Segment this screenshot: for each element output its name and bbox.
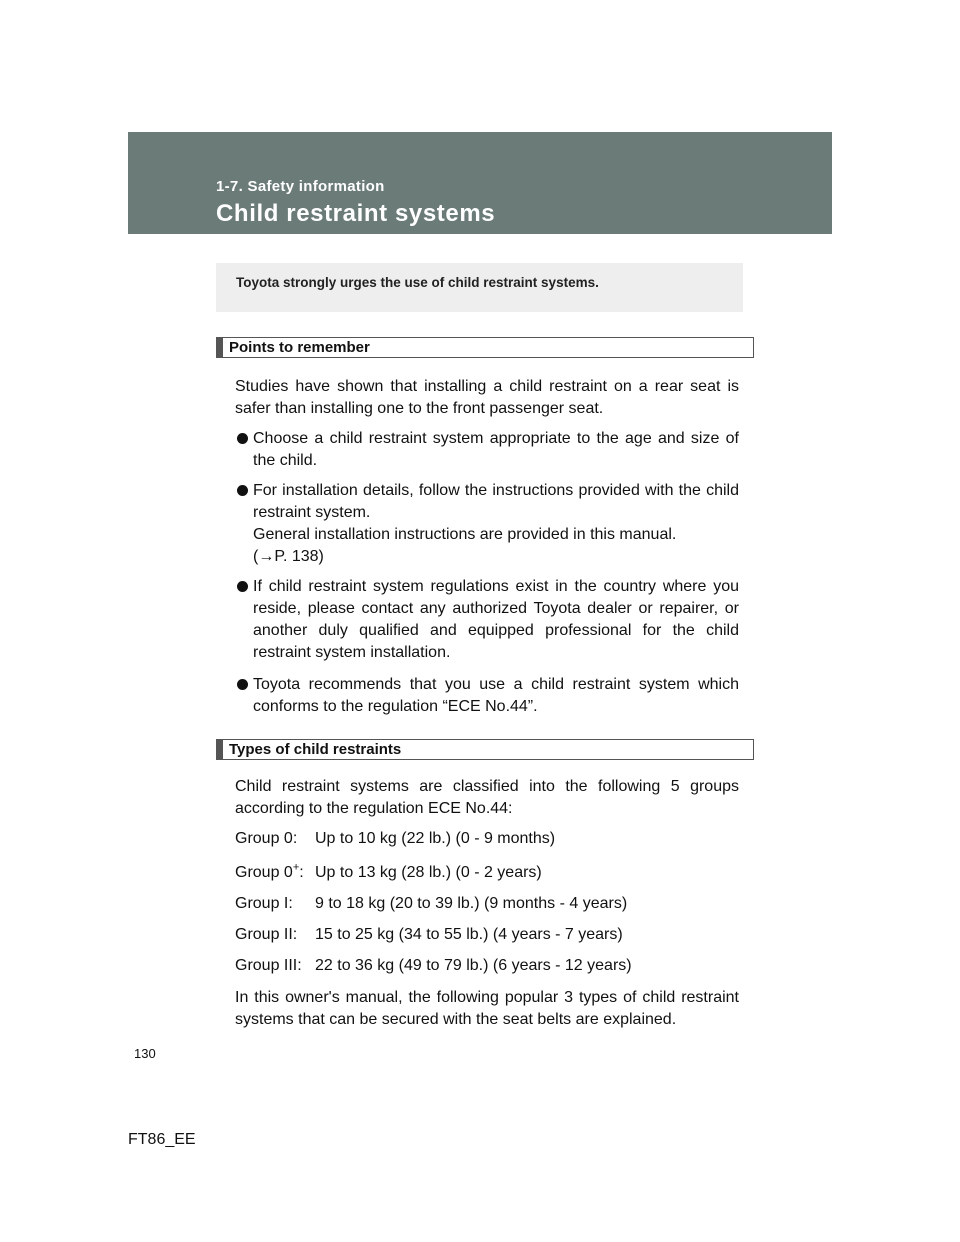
bullet-note: General installation instructions are provided in this manual. <box>253 526 677 543</box>
section-heading-points: Points to remember <box>216 337 754 358</box>
group-value: 22 to 36 kg (49 to 79 lb.) (6 years - 12 years) <box>315 957 632 974</box>
group-value: Up to 10 kg (22 lb.) (0 - 9 months) <box>315 830 556 847</box>
page-number: 130 <box>134 1046 156 1061</box>
bullet-text: For installation details, follow the instructions provided with the child restraint system. <box>253 482 739 521</box>
bullet-text: If child restraint system regulations exist in the country where you reside, please contact any authorized Toyota dealer or repairer, or another duly qualified and equipped professional for the child restraint system installation. <box>253 578 739 661</box>
group-label-colon: : <box>299 864 304 881</box>
types-paragraph: Child restraint systems are classified into the following 5 groups according to the regulation ECE No.44: <box>235 778 739 817</box>
footer-code: FT86_EE <box>128 1131 196 1148</box>
closing-paragraph: In this owner's manual, the following popular 3 types of child restraint systems that can be secured with the seat belts are explained. <box>235 989 739 1028</box>
bullet-icon <box>237 433 248 444</box>
section-label: 1-7. Safety information <box>216 178 385 195</box>
group-label <box>235 862 304 884</box>
points-paragraph: Studies have shown that installing a child restraint on a rear seat is safer than installing one to the front passenger seat. <box>235 378 739 417</box>
group-label: Group 0: <box>235 830 298 847</box>
bullet-item <box>235 576 739 664</box>
group-label: Group I: <box>235 895 293 912</box>
group-label: Group III: <box>235 957 302 974</box>
group-value: 15 to 25 kg (34 to 55 lb.) (4 years - 7 years) <box>315 926 623 943</box>
bullet-item <box>235 674 739 718</box>
intro-text: Toyota strongly urges the use of child restraint systems. <box>236 275 599 290</box>
section-heading-types: Types of child restraints <box>216 739 754 760</box>
group-value: Up to 13 kg (28 lb.) (0 - 2 years) <box>315 864 542 881</box>
bullet-icon <box>237 581 248 592</box>
intro-box <box>216 263 743 312</box>
group-superscript: + <box>292 861 300 874</box>
page-title: Child restraint systems <box>216 200 496 227</box>
page-reference-link[interactable]: (→P. 138) <box>253 548 324 565</box>
bullet-icon <box>237 485 248 496</box>
bullet-icon <box>237 679 248 690</box>
group-label-text: Group 0 <box>235 864 293 881</box>
group-value: 9 to 18 kg (20 to 39 lb.) (9 months - 4 years) <box>315 895 628 912</box>
group-label: Group II: <box>235 926 298 943</box>
bullet-text: Toyota recommends that you use a child restraint system which conforms to the regulation “ECE No.44”. <box>253 676 739 715</box>
bullet-item <box>235 480 739 568</box>
header-band <box>128 132 832 234</box>
bullet-item <box>235 428 739 472</box>
bullet-text: Choose a child restraint system appropriate to the age and size of the child. <box>253 430 739 469</box>
